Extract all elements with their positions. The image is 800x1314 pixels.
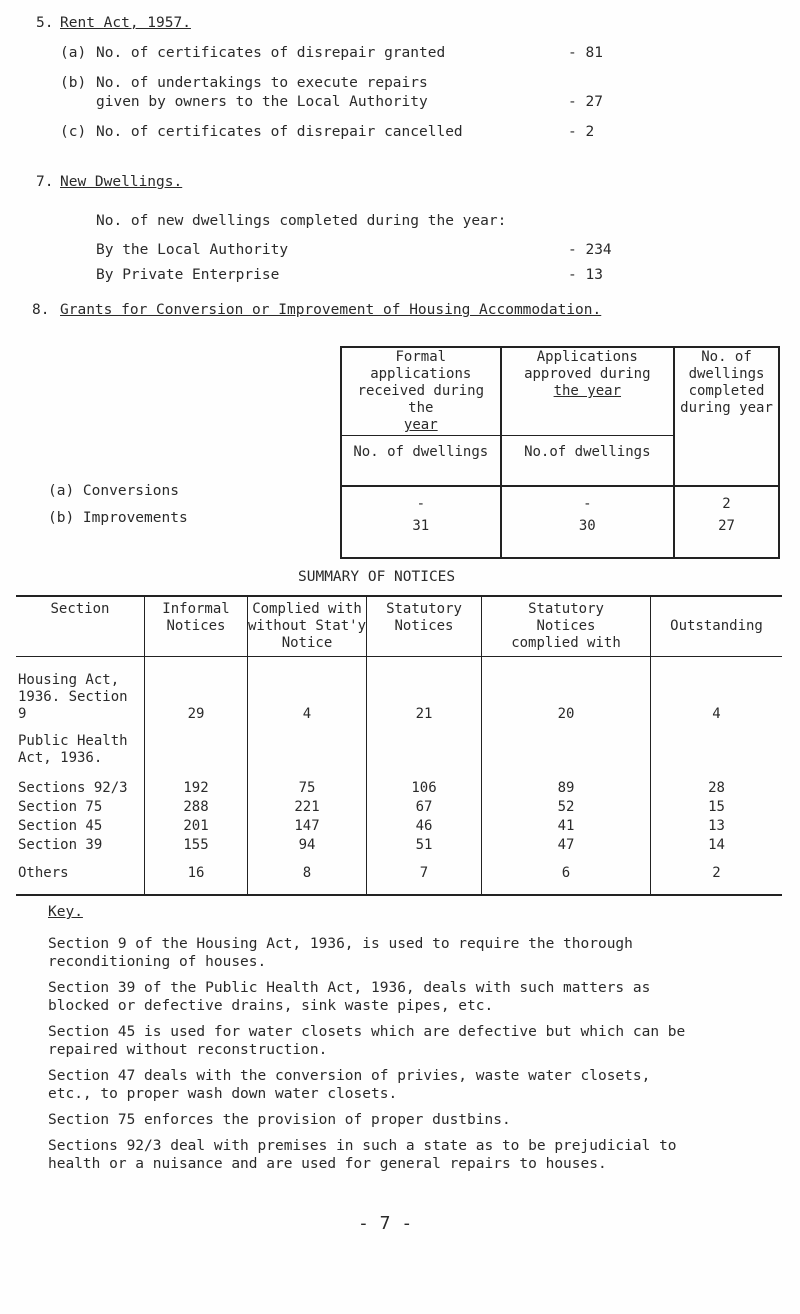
table-cell: 46 — [367, 817, 482, 836]
section-number: 7. — [36, 174, 54, 190]
row-label-improvements: (b) Improvements — [48, 510, 188, 526]
table-cell: 13 — [651, 817, 783, 836]
header-cell: Outstanding — [651, 596, 783, 656]
row-label: Section 45 — [18, 818, 103, 834]
item-text-continued: given by owners to the Local Authority — [96, 94, 428, 110]
table-cell: 4 — [651, 672, 783, 723]
item-text: By Private Enterprise — [96, 267, 280, 283]
table-row — [16, 798, 782, 817]
table-cell: 4 — [248, 672, 367, 723]
table-cell: 41 — [482, 817, 651, 836]
item-value: - 13 — [568, 267, 603, 283]
item-value: - 2 — [568, 124, 595, 140]
table-cell: 15 — [651, 798, 783, 817]
table-cell: - — [341, 486, 501, 514]
table-cell: 6 — [482, 863, 651, 883]
key-paragraph: Section 45 is used for water closets which are defective but which can be repaired without reconstruction. — [48, 1024, 686, 1058]
section-heading: New Dwellings. — [60, 174, 183, 190]
header-cell: Section — [50, 601, 110, 617]
table-cell: 89 — [482, 779, 651, 798]
table-row — [16, 836, 782, 855]
table-cell: 192 — [145, 779, 248, 798]
row-label: Section 39 — [18, 837, 103, 853]
table-cell: 52 — [482, 798, 651, 817]
table-row — [16, 672, 782, 723]
key-paragraph: Section 47 deals with the conversion of privies, waste water closets, etc., to proper wash down water closets. — [48, 1068, 651, 1102]
table-cell: 31 — [341, 514, 501, 558]
item-label: (b) — [60, 75, 87, 91]
table-cell: 201 — [145, 817, 248, 836]
table-cell: 7 — [367, 863, 482, 883]
item-value: - 234 — [568, 242, 612, 258]
table-cell: 47 — [482, 836, 651, 855]
row-label: Section 75 — [18, 799, 103, 815]
page-number: - 7 - — [358, 1213, 413, 1234]
table-cell: 75 — [248, 779, 367, 798]
key-section — [48, 903, 688, 1181]
key-paragraph: Section 9 of the Housing Act, 1936, is used to require the thorough reconditioning of houses. — [48, 936, 633, 970]
item-text: No. of certificates of disrepair cancelled — [96, 124, 463, 140]
subheader-cell: No. of dwellings — [341, 436, 501, 486]
section-heading: Grants for Conversion or Improvement of Housing Accommodation. — [60, 302, 602, 318]
row-label: Housing Act, 1936. Section 9 — [18, 672, 128, 722]
key-heading: Key. — [48, 904, 83, 920]
item-label: (c) — [60, 124, 87, 140]
table-cell: 30 — [501, 514, 674, 558]
table-cell: 2 — [651, 863, 783, 883]
header-cell: Complied with without Stat'y Notice — [248, 596, 367, 656]
subheader-cell: No.of dwellings — [501, 436, 674, 486]
table-cell: 106 — [367, 779, 482, 798]
key-paragraph: Sections 92/3 deal with premises in such a state as to be prejudicial to health or a nuisance and are used for general repairs to houses. — [48, 1138, 677, 1172]
table-cell: 14 — [651, 836, 783, 855]
header-cell: Statutory Notices complied with — [482, 596, 651, 656]
section-number: 8. — [32, 302, 50, 318]
table-cell: 8 — [248, 863, 367, 883]
table-row — [16, 779, 782, 798]
table-cell: 51 — [367, 836, 482, 855]
table-cell: 94 — [248, 836, 367, 855]
header-cell: Informal Notices — [145, 596, 248, 656]
section-number: 5. — [36, 15, 54, 31]
table-cell: - — [501, 486, 674, 514]
table-cell: 21 — [367, 672, 482, 723]
item-value: - 27 — [568, 94, 603, 110]
intro-text: No. of new dwellings completed during the year: — [96, 213, 507, 229]
key-paragraph: Section 75 enforces the provision of proper dustbins. — [48, 1112, 511, 1128]
item-text: No. of undertakings to execute repairs — [96, 75, 428, 91]
table-cell: 27 — [674, 514, 779, 558]
table-cell: 155 — [145, 836, 248, 855]
item-label: (a) — [60, 45, 87, 61]
table-cell: 288 — [145, 798, 248, 817]
grants-table — [340, 346, 780, 559]
header-cell: Applications approved during the year — [501, 347, 674, 436]
summary-title: SUMMARY OF NOTICES — [298, 569, 456, 585]
row-label: Others — [18, 864, 69, 881]
section-heading: Rent Act, 1957. — [60, 15, 191, 31]
table-row — [16, 863, 782, 883]
table-row — [16, 817, 782, 836]
header-cell: No. of dwellings completed during year — [674, 347, 779, 486]
item-text: No. of certificates of disrepair granted — [96, 45, 446, 61]
item-text: By the Local Authority — [96, 242, 289, 258]
key-paragraph: Section 39 of the Public Health Act, 1936, deals with such matters as blocked or defective drains, sink waste pipes, etc. — [48, 980, 651, 1014]
table-cell: 67 — [367, 798, 482, 817]
table-cell: 221 — [248, 798, 367, 817]
table-cell: 2 — [674, 486, 779, 514]
table-row — [16, 733, 782, 767]
table-cell: 20 — [482, 672, 651, 723]
summary-table — [16, 595, 782, 896]
table-cell: 147 — [248, 817, 367, 836]
row-label: Public Health Act, 1936. — [18, 733, 128, 766]
header-cell: Formal applications received during the year — [341, 347, 501, 436]
header-cell: Statutory Notices — [367, 596, 482, 656]
row-label-conversions: (a) Conversions — [48, 483, 179, 499]
table-cell: 16 — [145, 863, 248, 883]
row-label: Sections 92/3 — [18, 780, 128, 796]
table-cell: 28 — [651, 779, 783, 798]
item-value: - 81 — [568, 45, 603, 61]
table-cell: 29 — [145, 672, 248, 723]
